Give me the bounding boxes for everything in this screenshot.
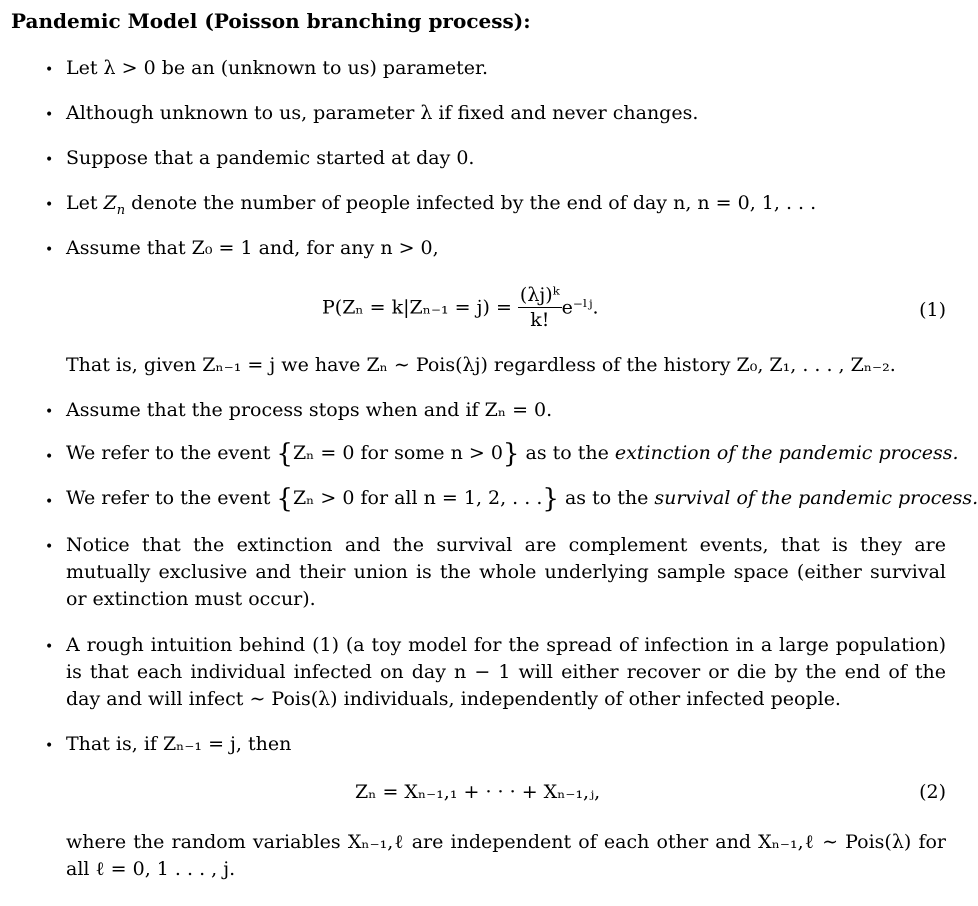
item-parameter: Let λ > 0 be an (unknown to us) parameter. [66, 57, 488, 79]
item-complement-events: Notice that the extinction and the survival are complement events, that is they are mutually exclusive and their union is the whole underlying sample space (either survival or extinction must occur). [66, 534, 946, 610]
item-process-stops: Assume that the process stops when and if Zₙ = 0. [66, 399, 553, 421]
equation-2: Zₙ = Xₙ₋₁,₁ + · · · + Xₙ₋₁,ⱼ, [355, 781, 601, 803]
equation-1: P(Zₙ = k|Zₙ₋₁ = j) = $\frac{\text{(λj)ᵏ}}{k!}$ e⁻ˡʲ. [322, 284, 599, 331]
bullet-icon: • [45, 107, 54, 123]
bullet-icon: • [45, 738, 54, 754]
page-title: Pandemic Model (Poisson branching process): [11, 9, 531, 33]
item-survival: We refer to the event {Zₙ > 0 for all n = 1, 2, . . .} as to the survival of the pandemic process. [66, 484, 978, 514]
equation-1-fraction: $\frac{\text{(λj)ᵏ}}{k!}$ [519, 284, 560, 331]
bullet-icon: • [45, 62, 54, 78]
item-pandemic-start: Suppose that a pandemic started at day 0. [66, 147, 475, 169]
bullet-icon: • [45, 449, 54, 465]
item-assumption-continued: That is, given Zₙ₋₁ = j we have Zₙ ∼ Pois(λj) regardless of the history Z₀, Z₁, . . . , Zₙ₋₂. [66, 354, 896, 376]
item-intuition: A rough intuition behind (1) (a toy model for the spread of infection in a large population) is that each individual infected on day n − 1 will either recover or die by the end of the day and will infect ∼ Pois(λ) individuals, independently of other infected people. [66, 634, 946, 710]
item-sum-representation: That is, if Zₙ₋₁ = j, then [66, 733, 292, 755]
equation-2-number: (2) [919, 781, 946, 803]
item-extinction: We refer to the event {Zₙ = 0 for some n > 0} as to the extinction of the pandemic process. [66, 439, 959, 469]
bullet-icon: • [45, 242, 54, 258]
item-fixed-parameter: Although unknown to us, parameter λ if fixed and never changes. [66, 102, 699, 124]
bullet-icon: • [45, 404, 54, 420]
item-assumption: Assume that Z₀ = 1 and, for any n > 0, [66, 237, 439, 259]
bullet-icon: • [45, 639, 54, 655]
bullet-icon: • [45, 494, 54, 510]
bullet-icon: • [45, 539, 54, 555]
bullet-icon: • [45, 152, 54, 168]
equation-1-number: (1) [919, 299, 946, 321]
bullet-icon: • [45, 197, 54, 213]
item-sum-representation-continued: where the random variables Xₙ₋₁,ℓ are independent of each other and Xₙ₋₁,ℓ ∼ Pois(λ) for all ℓ = 0, 1 . . . , j. [66, 831, 946, 880]
item-zn-definition: Let $Z_n$ denote the number of people infected by the end of day n, n = 0, 1, . . . [66, 192, 817, 218]
